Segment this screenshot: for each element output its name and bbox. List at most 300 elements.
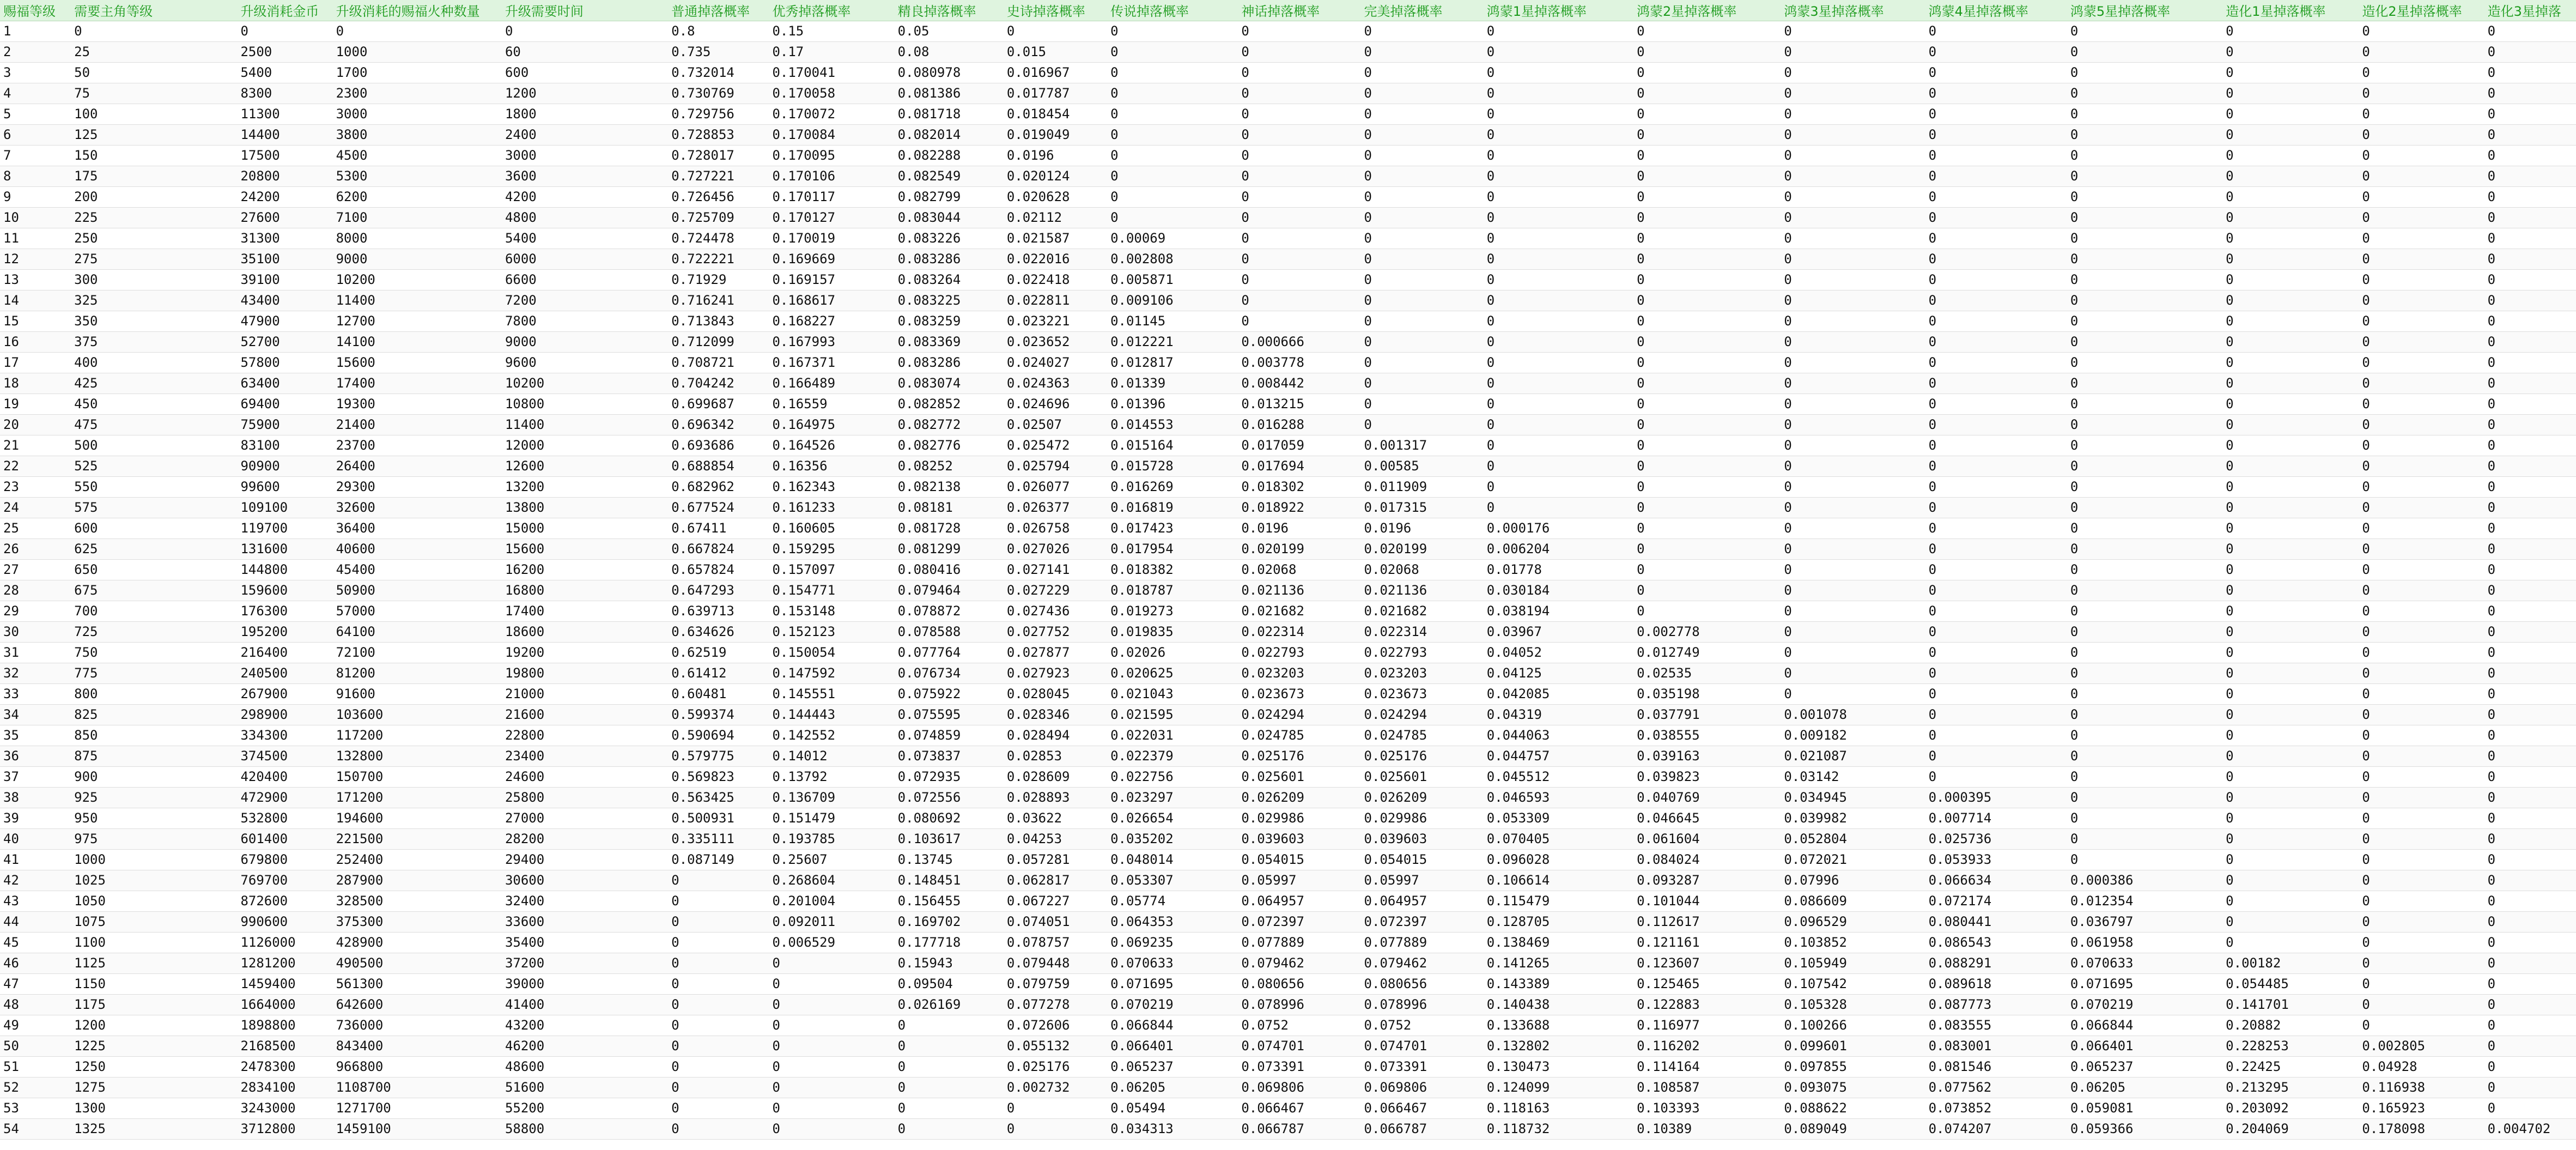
table-cell[interactable]: 0.727221 (668, 166, 769, 186)
table-cell[interactable]: 46 (0, 953, 71, 973)
table-cell[interactable]: 0.092011 (769, 911, 894, 932)
table-cell[interactable]: 0.046593 (1484, 787, 1633, 808)
table-cell[interactable]: 0 (1238, 166, 1360, 186)
table-row[interactable] (0, 166, 2576, 186)
table-cell[interactable]: 7800 (502, 311, 668, 331)
table-cell[interactable]: 57000 (333, 601, 502, 621)
table-cell[interactable]: 0.599374 (668, 704, 769, 725)
table-cell[interactable]: 0 (2484, 787, 2576, 808)
table-cell[interactable]: 0 (1633, 497, 1781, 518)
table-cell[interactable]: 0.069806 (1361, 1077, 1484, 1098)
table-cell[interactable]: 18 (0, 373, 71, 394)
table-cell[interactable]: 0 (2484, 62, 2576, 83)
table-cell[interactable]: 57800 (237, 352, 332, 373)
table-cell[interactable]: 0.693686 (668, 435, 769, 456)
table-cell[interactable]: 0 (2222, 104, 2359, 124)
table-cell[interactable]: 775 (71, 663, 237, 683)
table-cell[interactable]: 0.083044 (895, 207, 1004, 228)
table-cell[interactable]: 825 (71, 704, 237, 725)
table-cell[interactable]: 0 (2359, 414, 2484, 435)
table-cell[interactable]: 0.09504 (895, 973, 1004, 994)
table-cell[interactable]: 0 (1484, 145, 1633, 166)
table-row[interactable] (0, 1077, 2576, 1098)
table-cell[interactable]: 450 (71, 394, 237, 414)
table-cell[interactable]: 0.022811 (1004, 290, 1107, 311)
table-cell[interactable]: 0.002778 (1633, 621, 1781, 642)
table-cell[interactable]: 0.118163 (1484, 1098, 1633, 1118)
table-cell[interactable]: 0 (1925, 186, 2067, 207)
table-cell[interactable]: 0 (2222, 870, 2359, 891)
table-cell[interactable]: 0.086543 (1925, 932, 2067, 953)
table-cell[interactable]: 0 (2359, 145, 2484, 166)
table-cell[interactable]: 0 (2359, 870, 2484, 891)
table-cell[interactable]: 0 (1633, 456, 1781, 476)
table-cell[interactable]: 0.170041 (769, 62, 894, 83)
table-cell[interactable]: 0.0196 (1361, 518, 1484, 538)
table-cell[interactable]: 1050 (71, 891, 237, 911)
table-cell[interactable]: 0.089049 (1781, 1118, 1925, 1139)
table-cell[interactable]: 0.076734 (895, 663, 1004, 683)
table-cell[interactable]: 50900 (333, 580, 502, 601)
table-cell[interactable]: 843400 (333, 1036, 502, 1056)
table-cell[interactable]: 0.02068 (1361, 559, 1484, 580)
table-cell[interactable]: 0 (1925, 435, 2067, 456)
table-cell[interactable]: 39 (0, 808, 71, 828)
table-row[interactable] (0, 1036, 2576, 1056)
table-cell[interactable]: 0 (2484, 870, 2576, 891)
table-cell[interactable]: 32400 (502, 891, 668, 911)
table-cell[interactable]: 575 (71, 497, 237, 518)
column-header[interactable]: 造化3星掉落 (2484, 0, 2576, 21)
table-cell[interactable]: 0.01396 (1107, 394, 1238, 414)
table-cell[interactable]: 0.132802 (1484, 1036, 1633, 1056)
table-cell[interactable]: 0.170072 (769, 104, 894, 124)
table-cell[interactable]: 0.083555 (1925, 1015, 2067, 1036)
table-cell[interactable]: 0 (1633, 166, 1781, 186)
table-cell[interactable]: 0.05494 (1107, 1098, 1238, 1118)
table-cell[interactable]: 0 (2359, 104, 2484, 124)
table-cell[interactable]: 750 (71, 642, 237, 663)
table-cell[interactable]: 600 (71, 518, 237, 538)
table-cell[interactable]: 0 (2484, 1056, 2576, 1077)
table-cell[interactable]: 0.044063 (1484, 725, 1633, 746)
table-cell[interactable]: 0.108587 (1633, 1077, 1781, 1098)
table-cell[interactable]: 0 (1925, 704, 2067, 725)
table-cell[interactable]: 0.073391 (1361, 1056, 1484, 1077)
table-cell[interactable]: 0.07996 (1781, 870, 1925, 891)
table-cell[interactable]: 0 (2359, 663, 2484, 683)
table-cell[interactable]: 0 (1781, 538, 1925, 559)
table-cell[interactable]: 0.079462 (1361, 953, 1484, 973)
table-cell[interactable]: 0.064957 (1361, 891, 1484, 911)
table-cell[interactable]: 0.025472 (1004, 435, 1107, 456)
table-cell[interactable]: 0.013215 (1238, 394, 1360, 414)
table-cell[interactable]: 0 (1781, 497, 1925, 518)
table-cell[interactable]: 0 (1633, 601, 1781, 621)
table-cell[interactable]: 0.138469 (1484, 932, 1633, 953)
table-cell[interactable]: 0.177718 (895, 932, 1004, 953)
table-cell[interactable]: 0 (1361, 207, 1484, 228)
table-cell[interactable]: 2168500 (237, 1036, 332, 1056)
table-cell[interactable]: 0.070633 (1107, 953, 1238, 973)
table-cell[interactable]: 0.20882 (2222, 1015, 2359, 1036)
table-cell[interactable]: 9 (0, 186, 71, 207)
table-cell[interactable]: 0 (1633, 352, 1781, 373)
table-cell[interactable]: 171200 (333, 787, 502, 808)
table-cell[interactable]: 0 (769, 953, 894, 973)
table-row[interactable] (0, 953, 2576, 973)
table-cell[interactable]: 0 (1361, 145, 1484, 166)
table-cell[interactable]: 60 (502, 41, 668, 62)
table-cell[interactable]: 0.037791 (1633, 704, 1781, 725)
table-cell[interactable]: 0.015 (1004, 41, 1107, 62)
table-cell[interactable]: 0.066634 (1925, 870, 2067, 891)
table-cell[interactable]: 0.028045 (1004, 683, 1107, 704)
table-row[interactable] (0, 331, 2576, 352)
table-cell[interactable]: 0 (1925, 601, 2067, 621)
table-cell[interactable]: 0.04319 (1484, 704, 1633, 725)
table-cell[interactable]: 0.15943 (895, 953, 1004, 973)
table-cell[interactable]: 0.038555 (1633, 725, 1781, 746)
table-cell[interactable]: 52700 (237, 331, 332, 352)
table-row[interactable] (0, 311, 2576, 331)
table-cell[interactable]: 0 (668, 994, 769, 1015)
table-cell[interactable]: 0 (668, 932, 769, 953)
table-cell[interactable]: 0.070219 (2067, 994, 2222, 1015)
table-cell[interactable]: 0 (769, 1077, 894, 1098)
table-row[interactable] (0, 124, 2576, 145)
table-cell[interactable]: 0.732014 (668, 62, 769, 83)
table-cell[interactable]: 0 (2484, 953, 2576, 973)
table-cell[interactable]: 23700 (333, 435, 502, 456)
table-cell[interactable]: 0.017787 (1004, 83, 1107, 104)
table-cell[interactable]: 0.170058 (769, 83, 894, 104)
table-cell[interactable]: 0 (2222, 559, 2359, 580)
table-cell[interactable]: 0 (895, 1015, 1004, 1036)
table-cell[interactable]: 45 (0, 932, 71, 953)
table-cell[interactable]: 0.079448 (1004, 953, 1107, 973)
table-cell[interactable]: 0.08252 (895, 456, 1004, 476)
table-cell[interactable]: 0 (2067, 352, 2222, 373)
table-cell[interactable]: 0 (2484, 166, 2576, 186)
table-row[interactable] (0, 518, 2576, 538)
table-cell[interactable]: 0 (1925, 249, 2067, 269)
table-cell[interactable]: 0 (1925, 559, 2067, 580)
table-cell[interactable]: 0 (2222, 269, 2359, 290)
table-cell[interactable]: 0 (2484, 311, 2576, 331)
table-cell[interactable]: 3000 (333, 104, 502, 124)
table-cell[interactable]: 0 (2484, 476, 2576, 497)
table-cell[interactable]: 3 (0, 62, 71, 83)
table-cell[interactable]: 0.01778 (1484, 559, 1633, 580)
table-cell[interactable]: 0.066401 (2067, 1036, 2222, 1056)
table-cell[interactable]: 1300 (71, 1098, 237, 1118)
table-cell[interactable]: 0 (1633, 186, 1781, 207)
table-cell[interactable]: 0.500931 (668, 808, 769, 828)
table-cell[interactable]: 0.142552 (769, 725, 894, 746)
table-cell[interactable]: 0 (2359, 456, 2484, 476)
table-cell[interactable]: 0 (2359, 746, 2484, 766)
table-cell[interactable]: 11 (0, 228, 71, 249)
table-row[interactable] (0, 663, 2576, 683)
table-row[interactable] (0, 704, 2576, 725)
table-cell[interactable]: 13200 (502, 476, 668, 497)
table-cell[interactable]: 0 (2484, 601, 2576, 621)
table-cell[interactable]: 0.152123 (769, 621, 894, 642)
table-cell[interactable]: 0 (2067, 186, 2222, 207)
table-cell[interactable]: 0 (2222, 663, 2359, 683)
table-cell[interactable]: 6600 (502, 269, 668, 290)
table-cell[interactable]: 0 (1633, 538, 1781, 559)
table-cell[interactable]: 0.083369 (895, 331, 1004, 352)
table-cell[interactable]: 0.061604 (1633, 828, 1781, 849)
table-cell[interactable]: 0.735 (668, 41, 769, 62)
table-cell[interactable]: 0 (2484, 746, 2576, 766)
table-cell[interactable]: 0.022031 (1107, 725, 1238, 746)
table-cell[interactable]: 0 (2222, 621, 2359, 642)
table-cell[interactable]: 0 (1484, 249, 1633, 269)
table-cell[interactable]: 287900 (333, 870, 502, 891)
table-cell[interactable]: 0.170117 (769, 186, 894, 207)
table-cell[interactable]: 83100 (237, 435, 332, 456)
table-cell[interactable]: 0 (2067, 414, 2222, 435)
table-cell[interactable]: 39100 (237, 269, 332, 290)
table-cell[interactable]: 0.025601 (1238, 766, 1360, 787)
table-cell[interactable]: 35 (0, 725, 71, 746)
table-cell[interactable]: 0.088622 (1781, 1098, 1925, 1118)
table-cell[interactable]: 0.04928 (2359, 1056, 2484, 1077)
table-cell[interactable]: 0.053307 (1107, 870, 1238, 891)
table-cell[interactable]: 650 (71, 559, 237, 580)
table-cell[interactable]: 40 (0, 828, 71, 849)
table-cell[interactable]: 0 (1781, 290, 1925, 311)
table-cell[interactable]: 91600 (333, 683, 502, 704)
table-cell[interactable]: 12700 (333, 311, 502, 331)
table-cell[interactable]: 0.078872 (895, 601, 1004, 621)
table-cell[interactable]: 90900 (237, 456, 332, 476)
table-row[interactable] (0, 456, 2576, 476)
table-cell[interactable]: 27000 (502, 808, 668, 828)
table-cell[interactable]: 3712800 (237, 1118, 332, 1139)
table-cell[interactable]: 374500 (237, 746, 332, 766)
table-cell[interactable]: 0 (1107, 41, 1238, 62)
table-cell[interactable]: 0 (2067, 435, 2222, 456)
table-cell[interactable]: 0 (2067, 41, 2222, 62)
table-row[interactable] (0, 476, 2576, 497)
table-cell[interactable]: 420400 (237, 766, 332, 787)
table-cell[interactable]: 0.069806 (1238, 1077, 1360, 1098)
table-cell[interactable]: 0 (1484, 311, 1633, 331)
table-cell[interactable]: 0.04052 (1484, 642, 1633, 663)
table-cell[interactable]: 0 (1925, 580, 2067, 601)
table-cell[interactable]: 31300 (237, 228, 332, 249)
table-row[interactable] (0, 1056, 2576, 1077)
table-cell[interactable]: 0.083264 (895, 269, 1004, 290)
table-cell[interactable]: 0.034945 (1781, 787, 1925, 808)
table-cell[interactable]: 30 (0, 621, 71, 642)
table-cell[interactable]: 0 (1781, 476, 1925, 497)
table-cell[interactable]: 0.018454 (1004, 104, 1107, 124)
table-cell[interactable]: 54 (0, 1118, 71, 1139)
table-cell[interactable]: 0.072935 (895, 766, 1004, 787)
table-cell[interactable]: 0 (2359, 21, 2484, 41)
table-cell[interactable]: 19200 (502, 642, 668, 663)
table-cell[interactable]: 11400 (333, 290, 502, 311)
table-cell[interactable]: 0 (2222, 891, 2359, 911)
table-cell[interactable]: 252400 (333, 849, 502, 870)
table-cell[interactable]: 0.053933 (1925, 849, 2067, 870)
table-cell[interactable]: 736000 (333, 1015, 502, 1036)
table-cell[interactable]: 0 (2359, 207, 2484, 228)
table-cell[interactable]: 35100 (237, 249, 332, 269)
table-cell[interactable]: 0.009182 (1781, 725, 1925, 746)
table-cell[interactable]: 25 (0, 518, 71, 538)
table-cell[interactable]: 0 (2359, 186, 2484, 207)
table-cell[interactable]: 0.066787 (1361, 1118, 1484, 1139)
table-cell[interactable]: 0 (1781, 435, 1925, 456)
table-cell[interactable]: 0.071695 (2067, 973, 2222, 994)
table-cell[interactable]: 0 (2484, 642, 2576, 663)
table-cell[interactable]: 176300 (237, 601, 332, 621)
table-cell[interactable]: 0.682962 (668, 476, 769, 497)
table-cell[interactable]: 0 (2222, 290, 2359, 311)
table-cell[interactable]: 0 (1633, 331, 1781, 352)
table-cell[interactable]: 0 (1238, 249, 1360, 269)
table-row[interactable] (0, 808, 2576, 828)
table-cell[interactable]: 150700 (333, 766, 502, 787)
table-cell[interactable]: 0.072397 (1238, 911, 1360, 932)
table-row[interactable] (0, 414, 2576, 435)
table-cell[interactable]: 0.022379 (1107, 746, 1238, 766)
table-cell[interactable]: 34 (0, 704, 71, 725)
table-cell[interactable]: 0.726456 (668, 186, 769, 207)
table-cell[interactable]: 0.075595 (895, 704, 1004, 725)
table-cell[interactable]: 0.144443 (769, 704, 894, 725)
table-cell[interactable]: 0 (2067, 207, 2222, 228)
table-cell[interactable]: 0 (1361, 290, 1484, 311)
table-cell[interactable]: 0 (1238, 311, 1360, 331)
table-cell[interactable]: 0 (1925, 394, 2067, 414)
table-cell[interactable]: 0 (1925, 269, 2067, 290)
table-cell[interactable]: 0 (1633, 559, 1781, 580)
table-cell[interactable]: 990600 (237, 911, 332, 932)
table-cell[interactable]: 0 (2359, 973, 2484, 994)
table-cell[interactable]: 0.073837 (895, 746, 1004, 766)
table-cell[interactable]: 29300 (333, 476, 502, 497)
table-cell[interactable]: 0.021595 (1107, 704, 1238, 725)
table-cell[interactable]: 0 (2359, 249, 2484, 269)
table-cell[interactable]: 0 (2359, 476, 2484, 497)
table-cell[interactable]: 0 (2484, 891, 2576, 911)
table-cell[interactable]: 0.128705 (1484, 911, 1633, 932)
table-cell[interactable]: 8300 (237, 83, 332, 104)
table-cell[interactable]: 0.026209 (1361, 787, 1484, 808)
table-cell[interactable]: 0.203092 (2222, 1098, 2359, 1118)
table-cell[interactable]: 0 (2222, 580, 2359, 601)
table-cell[interactable]: 0 (668, 1118, 769, 1139)
column-header[interactable]: 鸿蒙3星掉落概率 (1781, 0, 1925, 21)
table-cell[interactable]: 0.118732 (1484, 1118, 1633, 1139)
table-cell[interactable]: 0 (2067, 580, 2222, 601)
table-cell[interactable]: 0 (2484, 249, 2576, 269)
table-row[interactable] (0, 290, 2576, 311)
table-cell[interactable]: 0.025176 (1361, 746, 1484, 766)
table-cell[interactable]: 75 (71, 83, 237, 104)
table-cell[interactable]: 14 (0, 290, 71, 311)
table-cell[interactable]: 0.082549 (895, 166, 1004, 186)
table-cell[interactable]: 0.053309 (1484, 808, 1633, 828)
table-cell[interactable]: 0 (2359, 538, 2484, 559)
table-cell[interactable]: 0.04125 (1484, 663, 1633, 683)
table-cell[interactable]: 1200 (71, 1015, 237, 1036)
table-cell[interactable]: 0 (2222, 311, 2359, 331)
table-cell[interactable]: 966800 (333, 1056, 502, 1077)
table-cell[interactable]: 7200 (502, 290, 668, 311)
table-cell[interactable]: 0 (2222, 207, 2359, 228)
table-cell[interactable]: 0 (1484, 456, 1633, 476)
table-cell[interactable]: 0 (1781, 683, 1925, 704)
table-cell[interactable]: 0 (1361, 352, 1484, 373)
table-cell[interactable]: 0 (1781, 21, 1925, 41)
table-cell[interactable]: 0 (2359, 373, 2484, 394)
table-cell[interactable]: 22 (0, 456, 71, 476)
table-cell[interactable]: 0 (1484, 41, 1633, 62)
table-cell[interactable]: 221500 (333, 828, 502, 849)
table-cell[interactable]: 0 (1925, 683, 2067, 704)
column-header[interactable]: 赐福等级 (0, 0, 71, 21)
table-cell[interactable]: 0.027141 (1004, 559, 1107, 580)
table-cell[interactable]: 0.169669 (769, 249, 894, 269)
table-cell[interactable]: 28200 (502, 828, 668, 849)
table-cell[interactable]: 0.728853 (668, 124, 769, 145)
table-cell[interactable]: 11400 (502, 414, 668, 435)
table-cell[interactable]: 0.022418 (1004, 269, 1107, 290)
table-row[interactable] (0, 41, 2576, 62)
table-cell[interactable]: 0 (1484, 186, 1633, 207)
table-cell[interactable]: 0 (2484, 704, 2576, 725)
table-cell[interactable]: 375300 (333, 911, 502, 932)
table-cell[interactable]: 0.022016 (1004, 249, 1107, 269)
table-cell[interactable]: 0 (1925, 104, 2067, 124)
table-cell[interactable]: 0 (2222, 518, 2359, 538)
table-cell[interactable]: 0 (1925, 41, 2067, 62)
table-cell[interactable]: 0.006529 (769, 932, 894, 953)
column-header[interactable]: 鸿蒙2星掉落概率 (1633, 0, 1781, 21)
table-cell[interactable]: 0.022314 (1238, 621, 1360, 642)
table-cell[interactable]: 0.045512 (1484, 766, 1633, 787)
table-cell[interactable]: 0 (2222, 683, 2359, 704)
table-cell[interactable]: 0 (1004, 1118, 1107, 1139)
table-cell[interactable]: 300 (71, 269, 237, 290)
table-cell[interactable]: 0.168617 (769, 290, 894, 311)
table-cell[interactable]: 0 (1238, 186, 1360, 207)
table-cell[interactable]: 0.055132 (1004, 1036, 1107, 1056)
table-cell[interactable]: 0 (1633, 104, 1781, 124)
table-cell[interactable]: 0.082772 (895, 414, 1004, 435)
table-cell[interactable]: 21400 (333, 414, 502, 435)
table-cell[interactable]: 0.03622 (1004, 808, 1107, 828)
table-cell[interactable]: 1 (0, 21, 71, 41)
table-cell[interactable]: 0.141265 (1484, 953, 1633, 973)
table-cell[interactable]: 0.168227 (769, 311, 894, 331)
table-cell[interactable]: 0.170095 (769, 145, 894, 166)
table-cell[interactable]: 0 (1925, 725, 2067, 746)
table-cell[interactable]: 0 (1781, 373, 1925, 394)
table-cell[interactable]: 9600 (502, 352, 668, 373)
table-cell[interactable]: 1000 (333, 41, 502, 62)
table-cell[interactable]: 0 (2359, 808, 2484, 828)
table-cell[interactable]: 0.107542 (1781, 973, 1925, 994)
